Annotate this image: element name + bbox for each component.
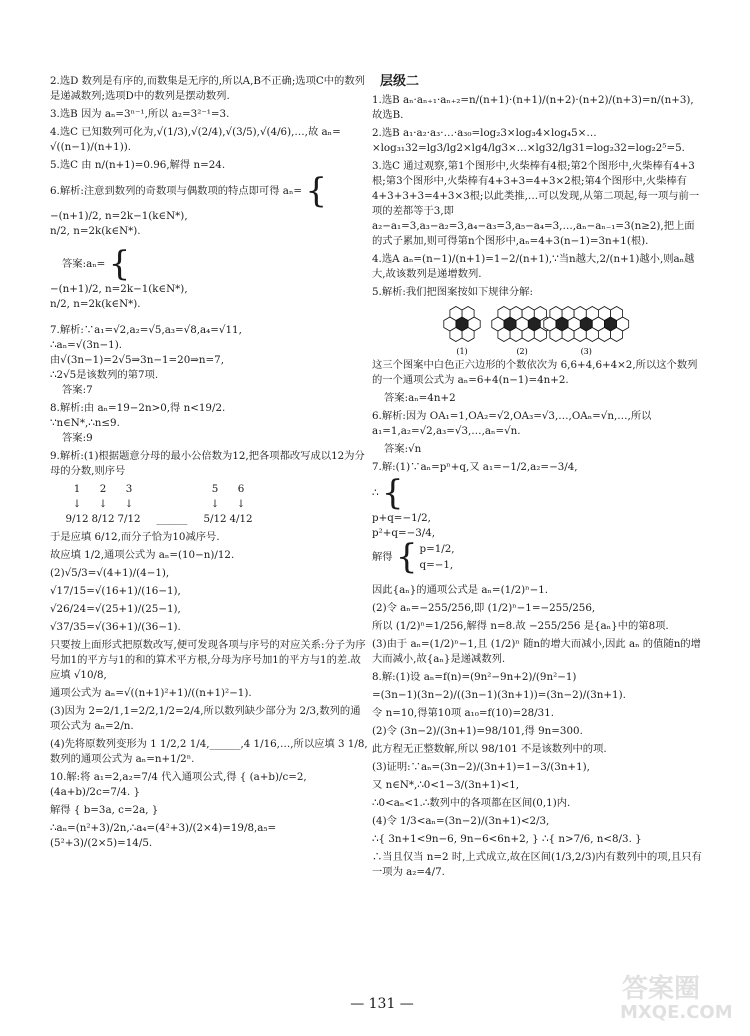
answer-r7-system: ∴ {: [372, 473, 404, 513]
seq-index: 3: [125, 482, 133, 495]
white-hexagon: [522, 307, 534, 321]
left-column: [50, 74, 368, 854]
answer-9-line-g: √37/35=√(36+1)/(36−1).: [50, 620, 181, 633]
answer-9-fraction-row: [64, 512, 368, 527]
figure-label: (2): [516, 347, 528, 356]
answer-8-result: 答案:9: [62, 431, 93, 444]
answer-9-intro: 9.解析:(1)根据题意分母的最小公倍数为12,把各项都改写成以12为分母的分数,则序号: [50, 449, 365, 477]
down-arrow-icon: ↓: [210, 497, 220, 510]
answer-r7-line-c: 因此{aₙ}的通项公式是 aₙ=(1/2)ⁿ−1.: [372, 584, 549, 597]
case-odd: −(n+1)/2, n=2k−1(k∈N*),: [50, 210, 188, 222]
down-arrow-icon: [142, 497, 202, 512]
white-hexagon: [598, 328, 610, 342]
answer-r2: 2.选B a₁·a₂·a₃·…·a₃₀=log₂3×log₃4×log₄5×…×log₃₁32=lg3/lg2×lg4/lg3×…×lg32/lg31=log₂32=log₂2⁵=5.: [372, 127, 685, 154]
white-hexagon: [450, 328, 462, 342]
right-column: [372, 74, 702, 883]
final-case-odd: −(n+1)/2, n=2k−1(k∈N*),: [50, 283, 188, 296]
white-hexagon: [574, 307, 586, 321]
seq-fraction: 9/12: [65, 512, 89, 525]
answer-7-line1: 7.解析:∵a₁=√2,a₂=√5,a₃=√8,a₄=√11,: [50, 323, 242, 336]
answer-6-text: 6.解析:注意到数列的奇数项与偶数项的特点即可得 aₙ=: [50, 185, 303, 197]
answer-r7-line-e: 所以 (1/2)ⁿ=1/256,解得 n=8.故 −255/256 是{aₙ}中的第8项.: [372, 620, 669, 633]
system-sol2: q=−1,: [419, 559, 454, 571]
white-hexagon: [534, 328, 546, 342]
answer-r8-line-d: (2)令 (3n−2)/(3n+1)=98/101,得 9n=300.: [372, 725, 583, 738]
answer-6-final-cases: {: [108, 244, 131, 285]
answer-6: [50, 171, 368, 211]
down-arrow-icon: ↓: [236, 497, 246, 510]
system-solve-label: 解得: [372, 551, 393, 563]
white-hexagon: [522, 328, 534, 342]
answer-r8-line-i: (4)令 1/3<aₙ=(3n−2)/(3n+1)<2/3,: [372, 815, 550, 828]
seq-index: 1: [73, 482, 81, 495]
page-number: — 131 —: [350, 996, 414, 1012]
figure-label: (1): [456, 347, 468, 356]
answer-7: [50, 323, 368, 398]
system-eq2: p²+q=−3/4,: [372, 527, 436, 539]
answer-r5-body: 这三个图案中白色正六边形的个数依次为 6,6+4,6+4×2,所以这个数列的一个通项公式为 aₙ=6+4(n−1)=4n+2.: [372, 359, 698, 386]
watermark-line1: 答案圈: [622, 974, 701, 1004]
answer-9-line-f: √26/24=√(25+1)/(25−1),: [50, 602, 181, 615]
answer-r7-line-d: (2)令 aₙ=−255/256,即 (1/2)ⁿ−1=−255/256,: [372, 602, 596, 615]
answer-r8-line-g: 又 n∈N*,∴0<1−3/(3n+1)<1,: [372, 779, 520, 792]
down-arrow-icon: ↓: [98, 497, 108, 510]
figure-label: (3): [580, 347, 592, 356]
answer-9-line-k: (4)先将原数列变形为 1 1/2,2 1/4,______,4 1/16,…,所以应填 3 1/8,数列的通项公式为 aₙ=n+1/2ⁿ.: [50, 737, 368, 765]
white-hexagon: [574, 328, 586, 342]
answer-5: 5.选C 由 n/(n+1)=0.96,解得 n=24.: [50, 159, 226, 171]
answer-9-line-d: (2)√5/3=√(4+1)/(4−1),: [50, 566, 170, 579]
answer-7-result: 答案:7: [62, 383, 93, 396]
answer-9-arrow-row: [64, 497, 368, 512]
case-even: n/2, n=2k(k∈N*).: [50, 225, 141, 237]
white-hexagon: [498, 307, 510, 321]
answer-r5-intro: 5.解析:我们把图案按如下规律分解:: [372, 286, 533, 298]
answer-r8-line-j: ∴{ 3n+1<9n−6, 9n−6<6n+2, } ∴{ n>7/6, n<8/3. }: [372, 833, 642, 846]
seq-fraction: 5/12: [203, 512, 227, 525]
answer-r8-line-b: =(3n−1)(3n−2)/((3n−1)(3n+1))=(3n−2)/(3n+1).: [372, 689, 626, 702]
answer-r8-line-f: (3)证明:∵aₙ=(3n−2)/(3n+1)=1−3/(3n+1),: [372, 761, 590, 774]
seq-index: [142, 482, 202, 497]
answer-9-line-e: √17/15=√(16+1)/(16−1),: [50, 584, 181, 597]
answer-9-index-row: [64, 482, 368, 497]
hexagon-pattern-figure: [442, 304, 642, 356]
answer-r5-result: 答案:aₙ=4n+2: [384, 392, 456, 404]
watermark-line2: MXQE.COM: [620, 1002, 733, 1023]
system-eq1: p+q=−1/2,: [372, 512, 431, 524]
answer-9-line-c: 故应填 1/2,通项公式为 aₙ=(10−n)/12.: [50, 548, 235, 561]
answer-r7-line-a: 7.解:(1)∵aₙ=pⁿ+q,又 a₁=−1/2,a₂=−3/4,: [372, 461, 578, 473]
answer-4-text: 4.选C 已知数列可化为,√(1/3),√(2/4),√(3/5),√(4/6),…,故 aₙ=: [50, 126, 341, 138]
white-hexagon: [611, 307, 623, 321]
watermark-logo: [612, 968, 740, 1028]
answer-8: [50, 401, 368, 446]
seq-fraction-blank: ______: [156, 512, 188, 525]
white-hexagon: [462, 307, 474, 321]
seq-fraction: 7/12: [117, 512, 141, 525]
answer-9-line-j: (3)因为 2=2/1,1=2/2,1/2=2/4,所以数列缺少部分为 2/3,数列的通项公式为 aₙ=2/n.: [50, 704, 361, 732]
white-hexagon: [550, 307, 562, 321]
answer-10-line-c: ∴aₙ=(n²+3)/2n,∴a₄=(4²+3)/(2×4)=19/8,a₅=(5²+3)/(2×5)=14/5.: [50, 821, 277, 849]
white-hexagon: [498, 328, 510, 342]
system-sol1: p=1/2,: [419, 543, 455, 555]
down-arrow-icon: ↓: [124, 497, 134, 510]
answer-r7-line-f: (3)由于 aₙ=(1/2)ⁿ−1,且 (1/2)ⁿ 随n的增大而减小,因此 aₙ 的值随n的增大而减小,故{aₙ}是递减数列.: [372, 638, 701, 666]
section-title: 层级二: [380, 74, 420, 89]
answer-7-line2: ∴aₙ=√(3n−1).: [50, 338, 123, 351]
answer-r8-line-k: ∴当且仅当 n=2 时,上式成立,故在区间(1/3,2/3)内有数列中的项,且只有一项为 a₂=4/7.: [372, 851, 702, 879]
down-arrow-icon: ↓: [72, 497, 82, 510]
answer-9-line-h: 只要按上面形式把原数改写,便可发现各项与序号的对应关系:分子为序号加1的平方与1的和的算术平方根,分母为序号加1的平方与1的差.故应填 √10/8,: [50, 638, 366, 681]
white-hexagon: [450, 307, 462, 321]
answer-8-line1: 8.解析:由 aₙ=19−2n>0,得 n<19/2.: [50, 401, 226, 414]
answer-7-line4: ∴2√5是该数列的第7项.: [50, 368, 159, 381]
answer-r8-line-a: 8.解:(1)设 aₙ=f(n)=(9n²−9n+2)/(9n²−1): [372, 671, 577, 684]
final-case-even: n/2, n=2k(k∈N*).: [50, 298, 141, 311]
answer-r3: 3.选C 通过观察,第1个图形中,火柴棒有4根;第2个图形中,火柴棒有4+3根;第3个图形中,火柴棒有4+3+3=4+3×2根;第4个图形中,火柴棒有4+3+3+3=4+3×3根;以此类推,…可以发现,从第二项起,每一项与前一项的差都等于3,即 a₂−a₁=3,a₃−a₂=3,a₄−a₃=3,a₅−a₄=3,…,aₙ−aₙ₋₁=3(n≥2),把上面的式子累加,则可得第n个图形中,aₙ=4+3(n−1)=3n+1(根).: [372, 160, 700, 247]
answer-r6-body: 6.解析:因为 OA₁=1,OA₂=√2,OA₃=√3,…,OAₙ=√n,…,所以 a₁=1,a₂=√2,a₃=√3,…,aₙ=√n.: [372, 410, 652, 437]
answer-4-formula: √((n−1)/(n+1)).: [50, 141, 132, 153]
answer-r1: 1.选B aₙ·aₙ₊₁·aₙ₊₂=n/(n+1)·(n+1)/(n+2)·(n+2)/(n+3)=n/(n+3),故选B.: [372, 94, 694, 121]
answer-9-line-i: 通项公式为 aₙ=√((n+1)²+1)/((n+1)²−1).: [50, 686, 252, 699]
white-hexagon: [550, 328, 562, 342]
system-left: {: [381, 473, 404, 513]
white-hexagon: [598, 307, 610, 321]
answer-10-line-b: 解得 { b=3a, c=2a, }: [50, 803, 159, 816]
white-hexagon: [611, 328, 623, 342]
system-right: { p=1/2, q=−1,: [395, 537, 455, 577]
answer-2: 2.选D 数列是有序的,而数集是无序的,所以A,B不正确;选项C中的数列是递减数列;选项D中的数列是摆动数列.: [50, 75, 365, 102]
answer-r6-result: 答案:√n: [384, 443, 422, 455]
answer-4: [50, 125, 368, 155]
answer-r8-line-e: 此方程无正整数解,所以 98/101 不是该数列中的项.: [372, 743, 607, 756]
answer-9-line-b: 于是应填 6/12,而分子恰为10减序号.: [50, 530, 220, 543]
answer-r8-line-h: ∴0<aₙ<1.∴数列中的各项都在区间(0,1)内.: [372, 797, 571, 810]
answer-3: 3.选B 因为 aₙ=3ⁿ⁻¹,所以 a₂=3²⁻¹=3.: [50, 108, 230, 120]
white-hexagon: [534, 307, 546, 321]
answer-6-final: [50, 244, 368, 285]
seq-fraction: 4/12: [229, 512, 253, 525]
answer-6-label: 答案:aₙ=: [62, 258, 106, 271]
seq-index: 5: [211, 482, 219, 495]
answer-7-line3: 由√(3n−1)=2√5⇒3n−1=20⇒n=7,: [50, 353, 224, 366]
white-hexagon: [462, 328, 474, 342]
answer-10-line-a: 10.解:将 a₁=2,a₂=7/4 代入通项公式,得 { (a+b)/c=2, (4a+b)/2c=7/4. }: [50, 770, 307, 798]
seq-fraction: 8/12: [91, 512, 115, 525]
seq-index: 6: [237, 482, 245, 495]
answer-r4: 4.选A aₙ=(n−1)/(n+1)=1−2/(n+1),∵当n越大,2/(n+1)越小,则aₙ越大,故该数列是递增数列.: [372, 253, 695, 280]
answer-6-cases: {: [305, 171, 327, 211]
seq-index: 2: [99, 482, 107, 495]
answer-r8-line-c: 令 n=10,得第10项 a₁₀=f(10)=28/31.: [372, 707, 555, 720]
answer-8-line2: ∵n∈N*,∴n≤9.: [50, 416, 120, 429]
